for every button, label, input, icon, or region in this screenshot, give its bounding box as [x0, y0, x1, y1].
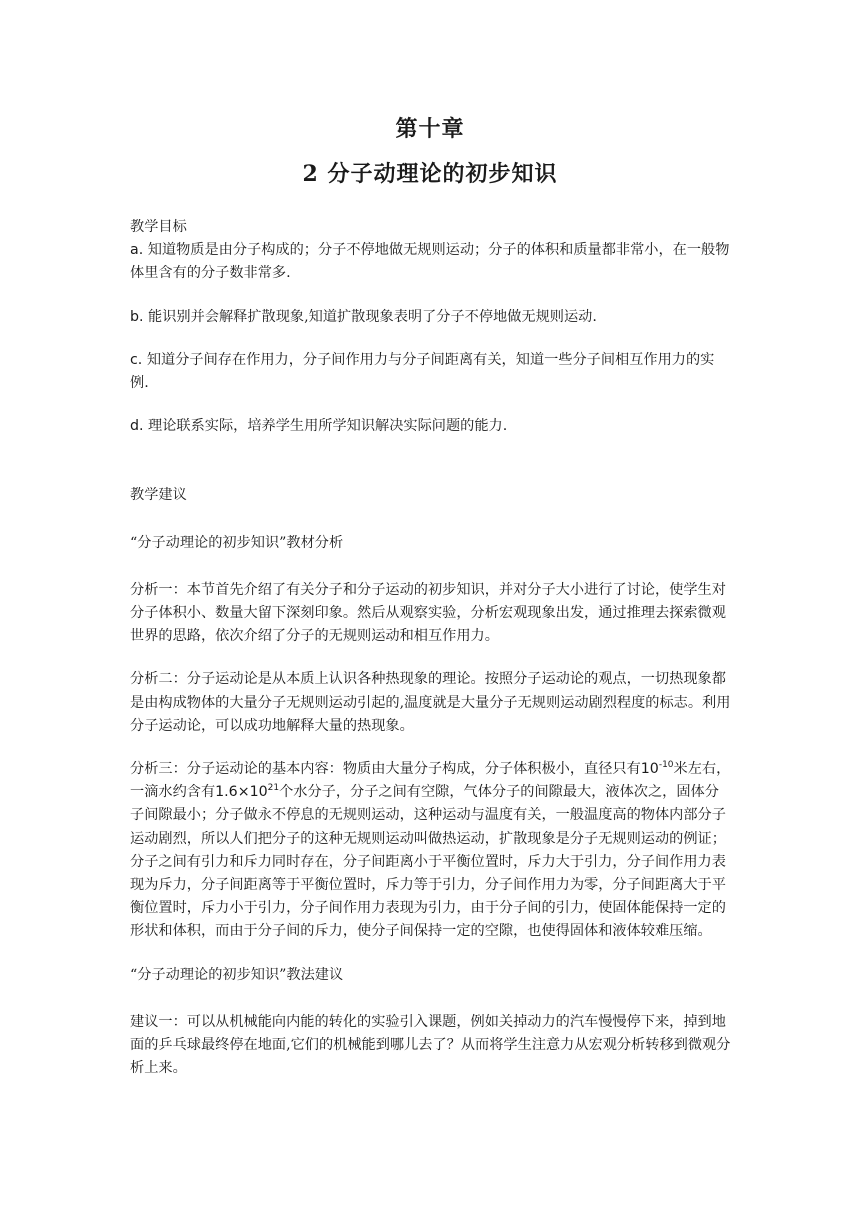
analysis-one: 分析一：本节首先介绍了有关分子和分子运动的初步知识，并对分子大小进行了讨论，使学生对分子体积小、数量大留下深刻印象。然后从观察实验，分析宏观现象出发，通过推理去探索微观世界的思路，依次介绍了分子的无规则运动和相互作用力。: [130, 581, 726, 645]
analysis-title: “分子动理论的初步知识”教材分析: [130, 534, 344, 551]
method-title: “分子动理论的初步知识”教法建议: [130, 966, 344, 983]
goal-c-marker: c.: [130, 351, 143, 368]
goal-d: [130, 415, 732, 438]
goal-a-text: 知道物质是由分子构成的；分子不停地做无规则运动；分子的体积和质量都非常小，在一般物体里含有的分子数非常多.: [130, 242, 730, 282]
goal-d-marker: d.: [130, 418, 144, 435]
goal-c-text: 知道分子间存在作用力，分子间作用力与分子间距离有关，知道一些分子间相互作用力的实例.: [130, 351, 715, 392]
goal-b-text: 能识别并会解释扩散现象,知道扩散现象表明了分子不停地做无规则运动.: [148, 308, 597, 325]
molecule-count-exponent: 21: [267, 783, 280, 794]
section-title: 2 分子动理论的初步知识: [302, 161, 558, 187]
analysis-three-part2: 米左右，一滴水约含有: [130, 761, 731, 801]
suggestions-heading: 教学建议: [130, 487, 187, 504]
analysis-three-part1: 分析三：分子运动论的基本内容：物质由大量分子构成，分子体积极小，直径只有: [130, 761, 641, 778]
document-body: [130, 216, 732, 1080]
molecule-diameter-value: 10: [640, 761, 659, 778]
suggestion-one: 建议一：可以从机械能向内能的转化的实验引入课题，例如关掉动力的汽车慢慢停下来，掉到地面的乒乓球最终停在地面,它们的机械能到哪儿去了？从而将学生注意力从宏观分析转移到微观分析上来。: [130, 1013, 731, 1077]
analysis-three: [130, 758, 732, 944]
goal-b: [130, 306, 732, 329]
analysis-two: 分析二：分子运动论是从本质上认识各种热现象的理论。按照分子运动论的观点，一切热现象都是由构成物体的大量分子无规则运动引起的,温度就是大量分子无规则运动剧烈程度的标志。利用分子运动论，可以成功地解释大量的热现象。: [130, 671, 731, 734]
goal-b-marker: b.: [130, 308, 144, 325]
goal-d-text: 理论联系实际，培养学生用所学知识解决实际问题的能力.: [148, 418, 508, 435]
goal-c: [130, 349, 732, 395]
analysis-three-part3: 个水分子，分子之间有空隙，气体分子的间隙最大，液体次之，固体分子间隙最小；分子做永不停息的无规则运动，这种运动与温度有关，一般温度高的物体内部分子运动剧烈，所以人们把分子的这种无规则运动叫做热运动，扩散现象是分子无规则运动的例证；分子之间有引力和斥力同时存在，分子间距离小于平衡位置时，斥力大于引力，分子间作用力表现为斥力，分子间距离等于平衡位置时，斥力等于引力，分子间作用力为零，分子间距离大于平衡位置时，斥力小于引力，分子间作用力表现为引力，由于分子间的引力，使固体能保持一定的形状和体积，而由于分子间的斥力，使分子间保持一定的空隙，也使得固体和液体较难压缩。: [130, 784, 726, 940]
goals-heading: 教学目标: [130, 219, 187, 235]
molecule-count-value: 1.6×10: [215, 784, 268, 801]
goal-a-marker: a.: [130, 242, 144, 259]
chapter-title: 第十章: [395, 116, 465, 142]
molecule-diameter-exponent: -10: [658, 760, 674, 771]
goal-a: [130, 239, 732, 285]
